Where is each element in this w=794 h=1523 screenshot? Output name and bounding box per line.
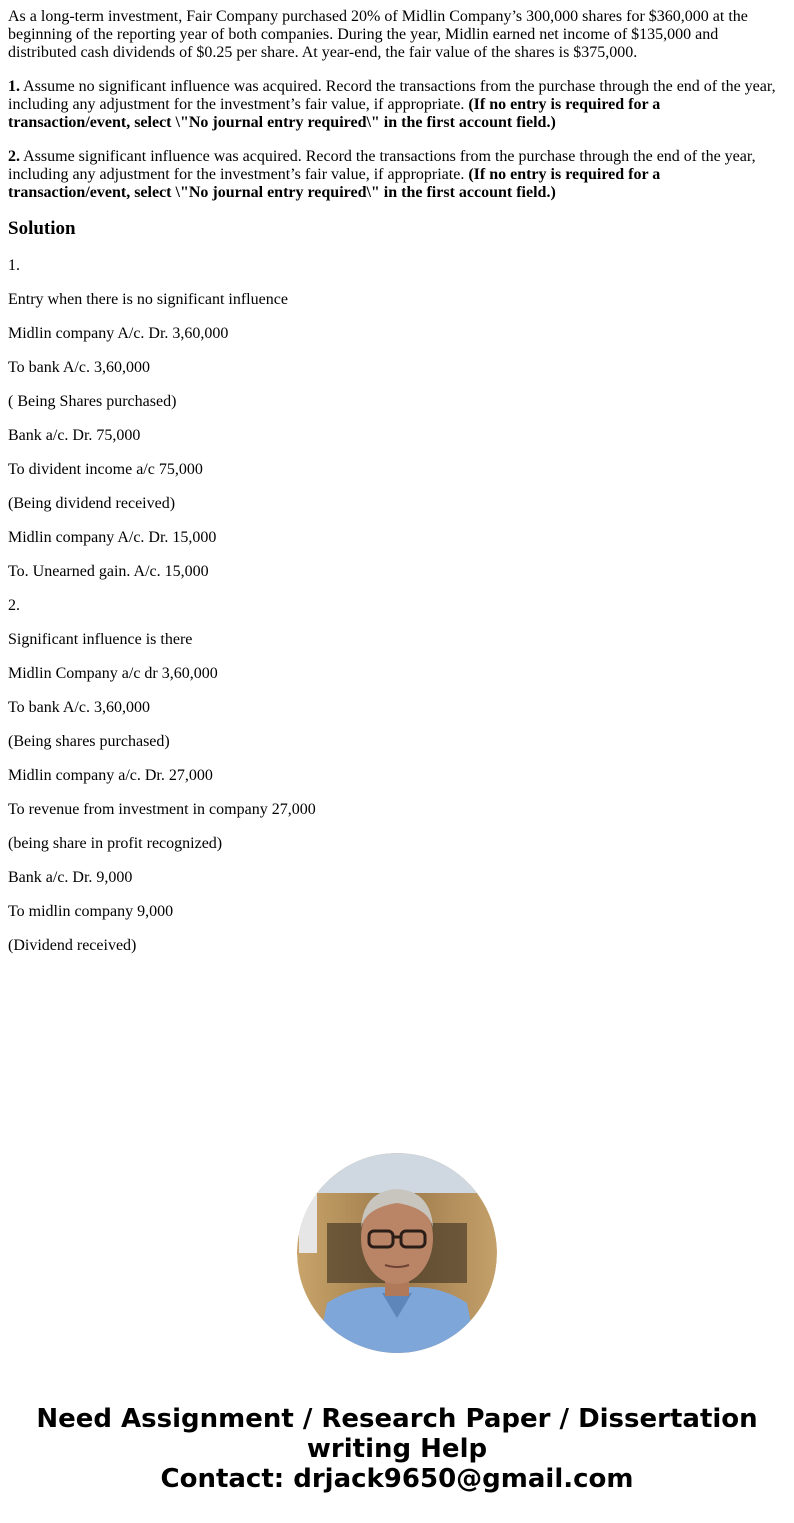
part-number: 2. (8, 148, 20, 165)
part-note: (If no entry is required for a transaction/event, select \"No journal entry required\" in the first account field.) (8, 166, 661, 201)
solution-line: 1. (8, 257, 20, 274)
banner-line-1: Need Assignment / Research Paper / Dissertation (36, 1404, 758, 1434)
solution-line: Entry when there is no significant influence (8, 291, 288, 308)
solution-line: To bank A/c. 3,60,000 (8, 359, 150, 376)
solution-line: Midlin company A/c. Dr. 3,60,000 (8, 325, 229, 342)
solution-line: ( Being Shares purchased) (8, 393, 177, 410)
banner-contact-email[interactable]: Contact: drjack9650@gmail.com (160, 1464, 634, 1494)
part-text: Assume significant influence was acquired. Record the transactions from the purchase through the end of the year, including any adjustment for the investment’s fair value, if appropriate. (8, 148, 756, 183)
solution-line: Midlin Company a/c dr 3,60,000 (8, 665, 218, 682)
solution-line: Bank a/c. Dr. 9,000 (8, 869, 133, 886)
solution-line: (being share in profit recognized) (8, 835, 223, 852)
question-part-1 (8, 78, 786, 132)
solution-line: (Being shares purchased) (8, 733, 170, 750)
solution-line: Significant influence is there (8, 631, 193, 648)
solution-line: To revenue from investment in company 27,000 (8, 801, 316, 818)
question-intro: As a long-term investment, Fair Company purchased 20% of Midlin Company’s 300,000 shares for $360,000 at the beginning of the reporting year of both companies. During the year, Midlin earned net income of $135,000 and distributed cash dividends of $0.25 per share. At year-end, the fair value of the shares is $375,000. (8, 8, 748, 61)
part-text: Assume no significant influence was acquired. Record the transactions from the purchase through the end of the year, including any adjustment for the investment’s fair value, if appropriate. (8, 78, 776, 113)
solution-line: Midlin company a/c. Dr. 27,000 (8, 767, 213, 784)
banner-line-2: writing Help (306, 1434, 488, 1464)
part-note: (If no entry is required for a transaction/event, select \"No journal entry required\" in the first account field.) (8, 96, 661, 131)
question-part-2 (8, 148, 786, 202)
contact-banner (0, 1404, 794, 1494)
solution-line: (Dividend received) (8, 937, 137, 954)
solution-line: 2. (8, 597, 20, 614)
solution-line: Bank a/c. Dr. 75,000 (8, 427, 141, 444)
document-body (8, 8, 786, 971)
solution-line: To divident income a/c 75,000 (8, 461, 203, 478)
part-number: 1. (8, 78, 20, 95)
solution-line: To. Unearned gain. A/c. 15,000 (8, 563, 209, 580)
solution-heading: Solution (8, 218, 76, 239)
author-portrait-image (297, 1153, 497, 1353)
solution-line: To midlin company 9,000 (8, 903, 174, 920)
solution-line: Midlin company A/c. Dr. 15,000 (8, 529, 217, 546)
solution-line: To bank A/c. 3,60,000 (8, 699, 150, 716)
solution-line: (Being dividend received) (8, 495, 176, 512)
solution-lines (8, 257, 786, 955)
author-avatar (297, 1153, 497, 1353)
